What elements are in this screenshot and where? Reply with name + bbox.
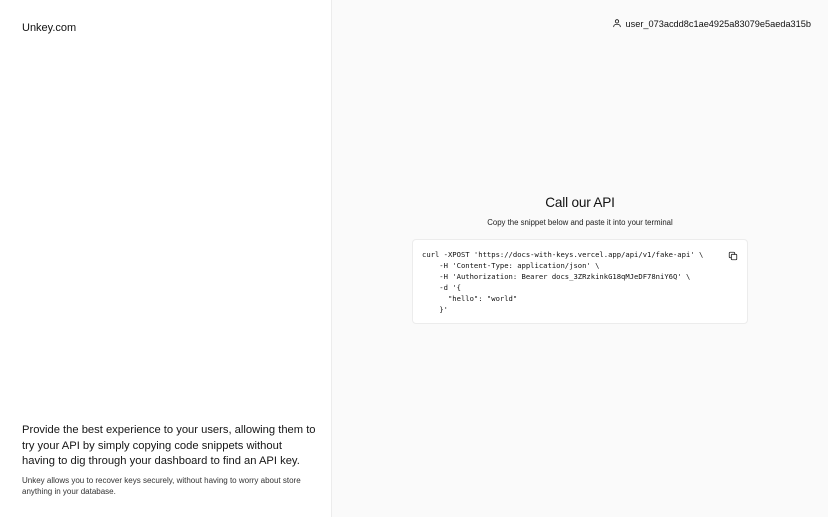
user-id: user_073acdd8c1ae4925a83079e5aeda315b xyxy=(625,19,811,29)
left-panel xyxy=(0,0,332,517)
call-subtitle: Copy the snippet below and paste it into your terminal xyxy=(487,218,673,227)
pitch-section xyxy=(22,423,317,498)
pitch-headline: Provide the best experience to your users, allowing them to try your API by simply copying code snippets without having to dig through your dashboard to find an API key. xyxy=(22,424,316,467)
right-panel xyxy=(332,0,828,517)
copy-icon[interactable] xyxy=(728,248,738,265)
user-menu[interactable] xyxy=(612,18,811,30)
copy-button[interactable] xyxy=(728,248,739,259)
brand-logo[interactable]: Unkey.com xyxy=(22,22,77,34)
user-icon xyxy=(612,18,622,30)
call-section xyxy=(332,195,828,227)
pitch-subtext: Unkey allows you to recover keys securely, without having to worry about store anything in your database. xyxy=(22,475,301,496)
code-snippet xyxy=(412,239,748,324)
snippet-code[interactable]: curl -XPOST 'https://docs-with-keys.vercel.app/api/v1/fake-api' \ -H 'Content-Type: application/json' \ -H 'Authorization: Bearer docs_3ZRzkinkG18qMJeDF78niY6Q' \ -d '{ "hello": "world" }' xyxy=(422,250,704,314)
call-title: Call our API xyxy=(545,195,615,210)
